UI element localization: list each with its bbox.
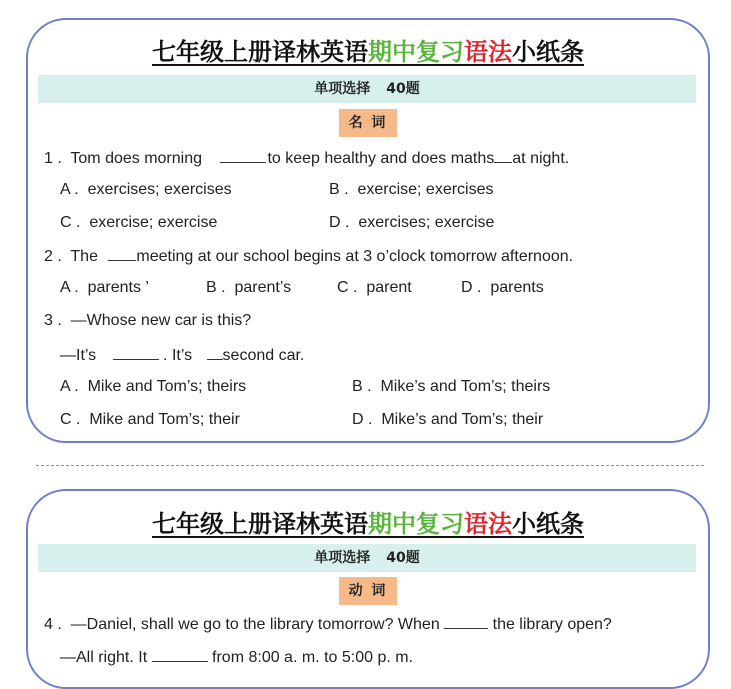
question-4-reply: —All right. It from 8:00 a. m. to 5:00 p. m. [60,649,413,666]
topic-tag-verb: 动 词 [339,577,397,605]
q1-option-b: B . exercise; exercises [329,181,494,198]
question-3-reply: —It’s . It’s second car. [60,347,305,364]
q1-option-d: D . exercises; exercise [329,214,495,231]
section-band: 单项选择 40题 [38,75,696,103]
q3-option-c: C . Mike and Tom’s; their [60,411,240,428]
q3-option-b: B . Mike’s and Tom’s; theirs [352,378,551,395]
q2-option-b: B . parent’s [206,279,292,296]
note-card-nouns [26,18,710,443]
card-title: 七年级上册译林英语期中复习语法小纸条 [152,38,584,66]
note-card-verbs [26,489,710,689]
q2-option-c: C . parent [337,279,412,296]
card-title: 七年级上册译林英语期中复习语法小纸条 [152,510,584,538]
question-4: 4 . —Daniel, shall we go to the library tomorrow? When the library open? [44,616,612,633]
q3-option-a: A . Mike and Tom’s; theirs [60,378,247,395]
q1-option-c: C . exercise; exercise [60,214,218,231]
question-3: 3 . —Whose new car is this? [44,312,252,329]
section-band: 单项选择 40题 [38,544,696,572]
dashed-divider [36,465,704,466]
question-1: 1 . Tom does morning to keep healthy and does maths at night. [44,150,570,167]
q1-option-a: A . exercises; exercises [60,181,232,198]
q2-option-d: D . parents [461,279,544,296]
q3-option-d: D . Mike’s and Tom’s; their [352,411,544,428]
topic-tag-noun: 名 词 [339,109,397,137]
question-2: 2 . The meeting at our school begins at 3 o’clock tomorrow afternoon. [44,248,574,265]
q2-option-a: A . parents ’ [60,279,149,296]
